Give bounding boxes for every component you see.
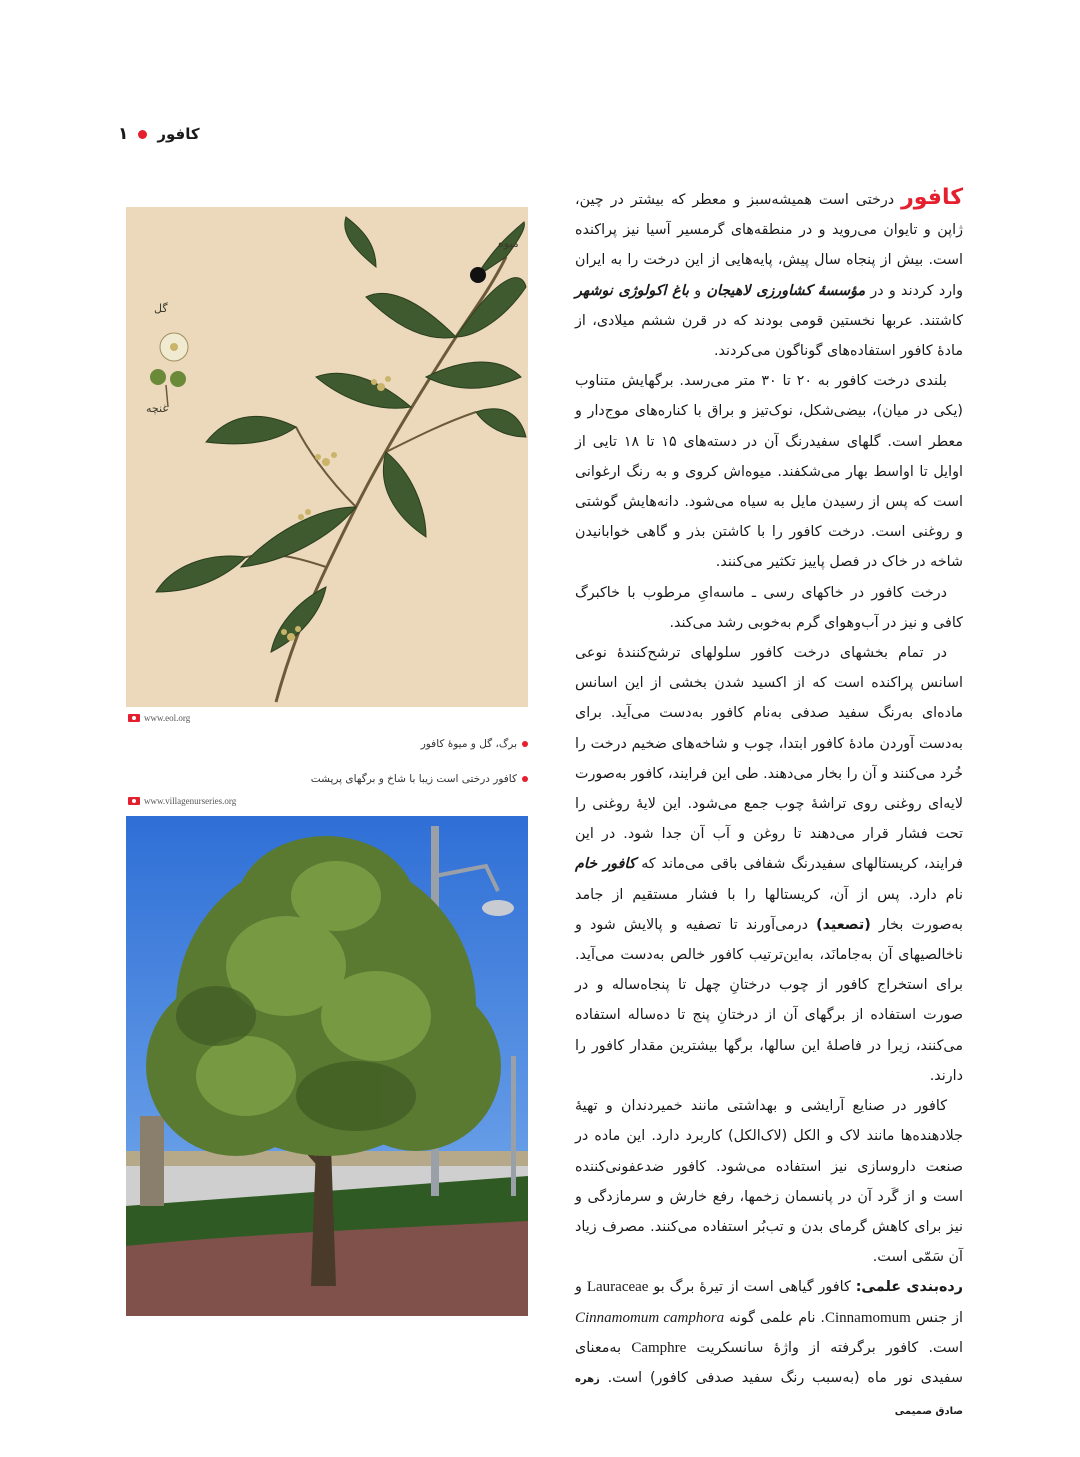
- image-credit-2: [128, 796, 236, 806]
- camera-icon: [128, 797, 140, 805]
- species-name: Cinnamomum camphora: [575, 1309, 725, 1326]
- p4-text-b: نام دارد. پس از آن، کریستالها را با فشار مستقیم از جامد به‌صورت بخار: [575, 886, 963, 933]
- figure-caption-1: [421, 738, 528, 750]
- paragraph-5: کافور در صنایع آرایشی و بهداشتی مانند خمیردندان و تهیهٔ جلادهنده‌ها مانند لاک و الکل (لاک‌الکل) کاربرد دارد. این ماده در صنعت داروسازی نیز استفاده می‌شود. کافور ضدعفونی‌کننده است و از گَرد آن در پانسمان زخمها، رفع خارش و سرمازدگی و نیز برای کاهش گرمای بدن و تب‌بُر استفاده می‌کنند. مصرف زیاد آن سَمّی است.: [575, 1098, 963, 1266]
- author-name: زهره صادق صمیمی: [575, 1373, 963, 1418]
- term-sublimation: (تصعید): [816, 916, 871, 933]
- caption-bullet-icon: [522, 741, 528, 747]
- p6-text-e: به‌معنای سفیدی نور ماه (به‌سبب رنگ سفید صدفی کافور) است.: [575, 1339, 963, 1386]
- p1-text-b: کاشتند. عربها نخستین قومی بودند که در قرن ششم میلادی، از مادهٔ کافور استفاده‌های گوناگون می‌کردند.: [575, 312, 963, 360]
- running-title: کافور: [157, 125, 200, 143]
- p6-text-b: و از جنس: [575, 1279, 963, 1326]
- institute-lahijan: مؤسسهٔ کشاورزی لاهیجان: [706, 282, 866, 299]
- garden-nowshahr: باغ اکولوژی نوشهر: [575, 282, 690, 299]
- genus-name: Cinnamomum: [824, 1309, 911, 1326]
- paragraph-6: [575, 1272, 963, 1427]
- tree-photo: [126, 816, 528, 1316]
- paragraph-1: [575, 183, 963, 366]
- lead-word: کافور: [901, 185, 963, 210]
- p4-text-c: درمی‌آورند تا تصفیه و پالایش شود و ناخالصیهای آن به‌جامانَد، به‌این‌ترتیب کافور خالص به‌دست می‌آید. برای استخراج کافور از چوب درختانِ چهل تا پنجاه‌ساله و در صورت استفاده از برگهای آن از درختانِ پنج تا ده‌ساله استفاده می‌کنند، زیرا در فاصلهٔ این سالها، برگها بیشترین مقدار کافور را دارند.: [575, 916, 963, 1084]
- label-fruit: میوه: [498, 237, 519, 250]
- figure-caption-2: [311, 773, 528, 785]
- paragraph-2: بلندی درخت کافور به ۲۰ تا ۳۰ متر می‌رسد. برگهایش متناوب (یکی در میان)، بیضی‌شکل، نوک‌تیز و براق با کناره‌های موج‌دار و معطر است. گلهای سفیدرنگ آن در دسته‌های ۱۵ تا ۱۸ تایی از اوایل تا اواسط بهار می‌شکفند. میوه‌اش کروی و به رنگ ارغوانی است که پس از رسیدن مایل به سیاه می‌شود. دانه‌هایش گوشتی و روغنی است. درخت کافور را با کاشتن بذر و گاهی خوابانیدن شاخه در خاک در فصل پاییز تکثیر می‌کنند.: [575, 373, 963, 571]
- caption-text-1: برگ، گل و میوهٔ کافور: [420, 738, 517, 750]
- p1-text-a: درختی است همیشه‌سبز و معطر که بیشتر در چین، ژاپن و تایوان می‌روید و در منطقه‌های گرمسیر آسیا نیز پراکنده است. بیش از پنجاه سال پیش، پایه‌هایی از این درخت را به ایران وارد کردند و در: [575, 192, 963, 299]
- label-flower: گل: [154, 302, 168, 315]
- page-header: [118, 124, 200, 144]
- paragraph-4: [575, 638, 963, 1091]
- p6-text-d: است. کافور برگرفته از واژهٔ سانسکریت: [686, 1339, 963, 1356]
- label-bud: غنچه: [146, 402, 169, 415]
- camphor-tree-drawing: [126, 816, 528, 1316]
- p6-text-a: کافور گیاهی است از تیرهٔ برگ بو: [648, 1279, 856, 1296]
- p6-text-c: . نام علمی گونه: [724, 1309, 825, 1326]
- family-name: Lauraceae: [586, 1279, 649, 1296]
- page-number: ۱: [118, 124, 129, 144]
- botanical-illustration: [126, 207, 528, 707]
- classification-label: رده‌بندی علمی:: [855, 1279, 963, 1296]
- camera-icon: [128, 714, 140, 722]
- p1-and: و: [689, 282, 707, 299]
- sanskrit-word: Camphre: [631, 1339, 687, 1356]
- camphor-branch-drawing: [126, 207, 528, 707]
- caption-text-2: کافور درختی است زیبا با شاخ و برگهای پرپشت: [310, 773, 517, 785]
- credit-text-1: www.eol.org: [144, 713, 191, 723]
- p4-text-a: در تمام بخشهای درخت کافور سلولهای ترشح‌کنندهٔ نوعی اسانس پراکنده است که از اکسید شدن بخشی از این اسانس ماده‌ای به‌رنگ سفید صدفی به‌نام کافور به‌دست می‌آید. برای به‌دست آوردن مادهٔ کافور ابتدا، چوب و شاخه‌های ضخیم درخت را خُرد می‌کنند و آن را بخار می‌دهند. طی این فرایند، کافور به‌صورت لایه‌ای روغنی روی تراشهٔ چوب جمع می‌شود. این لایهٔ روغنی را تحت فشار قرار می‌دهند تا روغن و آب آن جدا شود. در این فرایند، کریستالهای سفیدرنگ شفافی باقی می‌ماند که: [575, 645, 963, 873]
- term-raw-camphor: کافور خام: [575, 856, 636, 873]
- red-dot-icon: [138, 130, 147, 139]
- paragraph-3: درخت کافور در خاکهای رسی ـ ماسه‌ایِ مرطوب با خاکبرگ کافی و نیز در آب‌وهوای گرم به‌خوبی رشد می‌کند.: [575, 584, 963, 631]
- image-credit-1: [128, 713, 190, 723]
- caption-bullet-icon: [522, 776, 528, 782]
- credit-text-2: www.villagenurseries.org: [144, 796, 237, 806]
- article-body: [575, 183, 963, 1427]
